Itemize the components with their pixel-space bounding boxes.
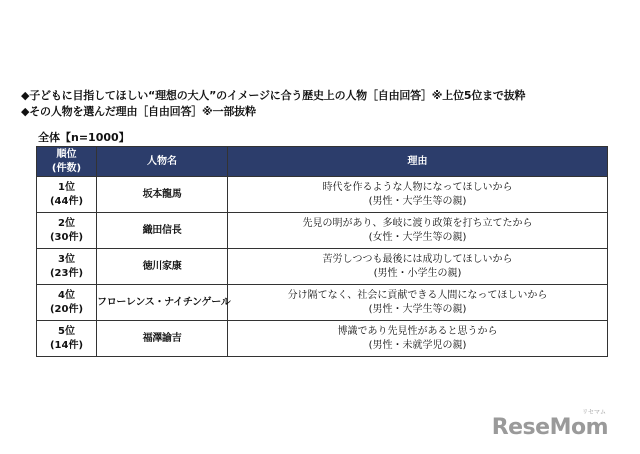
header-reason: 理由: [228, 147, 608, 177]
rank-label: 4位: [58, 289, 75, 301]
watermark-kana: リセマム: [582, 409, 606, 416]
person-name: 坂本龍馬: [97, 177, 228, 213]
person-name: 織田信長: [97, 213, 228, 249]
reason-cell: [228, 321, 608, 357]
rank-cell: [37, 177, 97, 213]
reason-cell: [228, 213, 608, 249]
rank-label: 3位: [58, 253, 75, 265]
resemom-logo: ReseMom: [491, 415, 608, 440]
person-name: フローレンス・ナイチンゲール: [97, 285, 228, 321]
sample-size-label: 全体【n=1000】: [38, 131, 130, 144]
rank-cell: [37, 321, 97, 357]
header-rank: [37, 147, 97, 177]
table-header-row: [37, 147, 608, 177]
table-row: [37, 249, 608, 285]
reason-text: 苦労しつつも最後には成功してほしいから: [322, 253, 513, 265]
person-name: 徳川家康: [97, 249, 228, 285]
respondent-text: (男性・大学生等の親): [368, 303, 467, 315]
respondent-text: (男性・小学生の親): [373, 267, 462, 279]
count-label: (23件): [49, 267, 84, 279]
header-rank-label: 順位: [56, 148, 77, 160]
respondent-text: (男性・未就学児の親): [368, 339, 467, 351]
count-label: (30件): [49, 231, 84, 243]
secondary-heading: ◆その人物を選んだ理由［自由回答］※一部抜粋: [21, 105, 256, 118]
rank-label: 2位: [58, 217, 75, 229]
table-row: [37, 177, 608, 213]
reason-text: 時代を作るような人物になってほしいから: [322, 181, 513, 193]
respondent-text: (女性・大学生等の親): [368, 231, 467, 243]
rank-label: 1位: [58, 181, 75, 193]
ranking-table: [36, 146, 608, 357]
reason-cell: [228, 285, 608, 321]
reason-text: 博識であり先見性があると思うから: [337, 325, 498, 337]
header-count-label: (件数): [51, 162, 82, 174]
rank-label: 5位: [58, 325, 75, 337]
main-heading: ◆子どもに目指してほしい“理想の大人”のイメージに合う歴史上の人物［自由回答］※上位5位まで抜粋: [21, 89, 526, 102]
reason-cell: [228, 177, 608, 213]
table-row: [37, 213, 608, 249]
header-name: 人物名: [97, 147, 228, 177]
count-label: (44件): [49, 195, 84, 207]
rank-cell: [37, 213, 97, 249]
table-row: [37, 285, 608, 321]
respondent-text: (男性・大学生等の親): [368, 195, 467, 207]
table-row: [37, 321, 608, 357]
rank-cell: [37, 249, 97, 285]
person-name: 福澤諭吉: [97, 321, 228, 357]
reason-text: 分け隔てなく、社会に貢献できる人間になってほしいから: [287, 289, 548, 301]
count-label: (20件): [49, 303, 84, 315]
reason-cell: [228, 249, 608, 285]
reason-text: 先見の明があり、多岐に渡り政策を打ち立てたから: [302, 217, 533, 229]
rank-cell: [37, 285, 97, 321]
count-label: (14件): [49, 339, 84, 351]
